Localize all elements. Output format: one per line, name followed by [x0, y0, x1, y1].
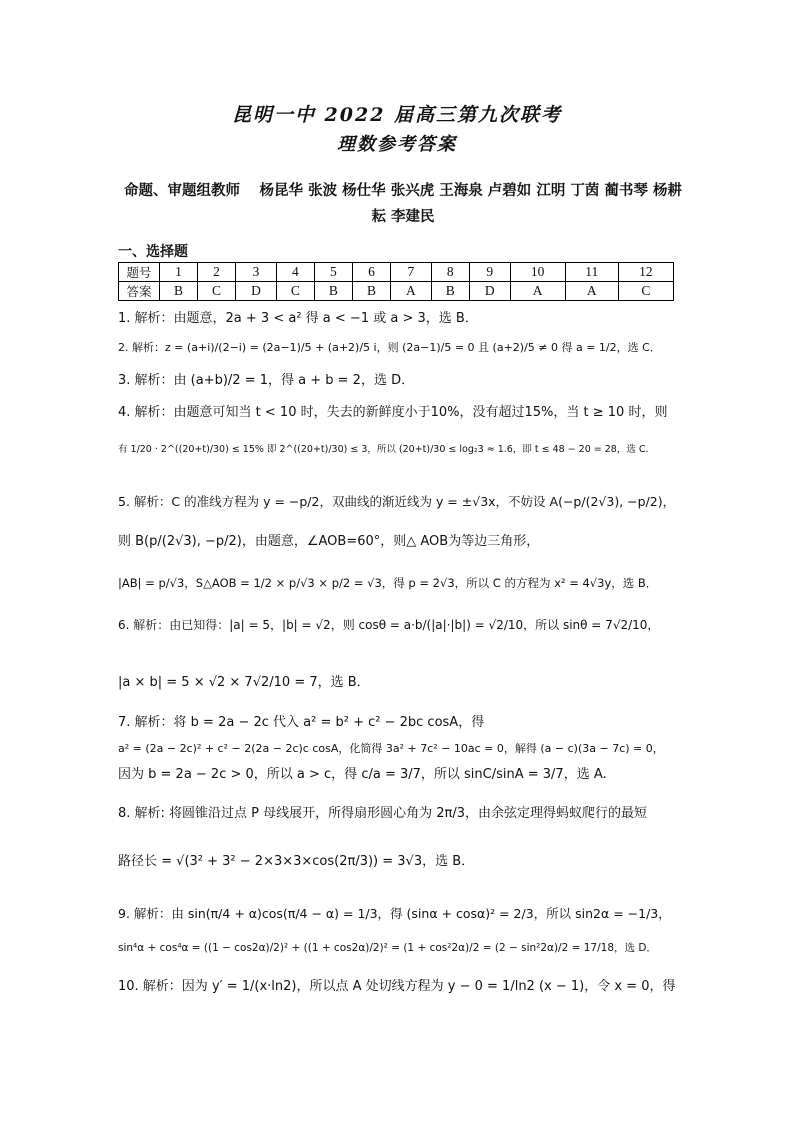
table-cell: 8	[431, 263, 469, 282]
solution-line: 路径长 = √(3² + 3² − 2×3×3×cos(2π/3)) = 3√3，选 B．	[118, 854, 475, 869]
page-title: 昆明一中 2022 届高三第九次联考	[231, 104, 563, 126]
solution-line: 因为 b = 2a − 2c > 0，所以 a > c，得 c/a = 3/7，所以 sinC/sinA = 3/7，选 A.	[118, 767, 607, 782]
solution-line: 1. 解析：由题意，2a + 3 < a² 得 a < −1 或 a > 3，选 B．	[118, 311, 478, 326]
solution-line: a² = (2a − 2c)² + c² − 2(2a − 2c)c cosA，化简得 3a² + 7c² − 10ac = 0，解得 (a − c)(3a − 7c) = 0，	[118, 742, 664, 755]
solution-line: |AB| = p/√3，S△AOB = 1/2 × p/√3 × p/2 = √3，得 p = 2√3，所以 C 的方程为 x² = 4√3y，选 B．	[118, 576, 658, 590]
table-cell: D	[469, 282, 510, 301]
table-cell: B	[431, 282, 469, 301]
solution-line: 3. 解析：由 (a+b)/2 = 1，得 a + b = 2，选 D．	[118, 373, 415, 388]
table-cell: A	[510, 282, 565, 301]
solution-line: 9. 解析：由 sin(π/4 + α)cos(π/4 − α) = 1/3，得 (sinα + cosα)² = 2/3，所以 sin2α = −1/3，	[118, 906, 671, 921]
solution-line: 10. 解析：因为 y′ = 1/(x·ln2)，所以点 A 处切线方程为 y − 0 = 1/ln2 (x − 1)，令 x = 0，得	[118, 979, 676, 994]
table-cell: C	[276, 282, 314, 301]
table-cell: 6	[352, 263, 390, 282]
table-cell: C	[198, 282, 236, 301]
row-label: 题号	[119, 263, 160, 282]
table-cell: 11	[565, 263, 618, 282]
table-cell: A	[565, 282, 618, 301]
table-row	[119, 282, 674, 301]
table-cell: 10	[510, 263, 565, 282]
solution-line: 则 B(p/(2√3), −p/2)，由题意，∠AOB=60°，则△ AOB为等边三角形，	[118, 534, 540, 549]
table-cell: 1	[160, 263, 198, 282]
solution-line: 2. 解析：z = (a+i)/(2−i) = (2a−1)/5 + (a+2)/5 i，则 (2a−1)/5 = 0 且 (a+2)/5 ≠ 0 得 a = 1/2，选 C．	[118, 341, 661, 354]
solution-line: 4. 解析：由题意可知当 t < 10 时，失去的新鲜度小于10%，没有超过15%，当 t ≥ 10 时，则	[118, 405, 668, 420]
table-cell: 3	[236, 263, 277, 282]
solution-line: 6. 解析：由已知得：|a| = 5，|b| = √2，则 cosθ = a·b/(|a|·|b|) = √2/10，所以 sinθ = 7√2/10，	[118, 618, 660, 632]
table-cell: B	[314, 282, 352, 301]
authors-line: 命题、审题组教师 杨昆华 张波 杨仕华 张兴虎 王海泉 卢碧如 江明 丁茵 蔺书琴 杨耕耘 李建民	[124, 183, 682, 225]
solution-line: 有 1/20 · 2^((20+t)/30) ≤ 15% 即 2^((20+t)/30) ≤ 3，所以 (20+t)/30 ≤ log₂3 ≈ 1.6，即 t ≤ 48 − 20 = 28，选 C．	[118, 444, 655, 455]
table-cell: 9	[469, 263, 510, 282]
solution-line: 5. 解析：C 的准线方程为 y = −p/2，双曲线的渐近线为 y = ±√3x，不妨设 A(−p/(2√3), −p/2)，	[118, 494, 676, 509]
table-cell: B	[160, 282, 198, 301]
row-label: 答案	[119, 282, 160, 301]
table-cell: C	[618, 282, 673, 301]
table-cell: D	[236, 282, 277, 301]
table-cell: 12	[618, 263, 673, 282]
table-cell: 5	[314, 263, 352, 282]
table-row	[119, 263, 674, 282]
solution-line: 8. 解析: 将圆锥沿过点 P 母线展开，所得扇形圆心角为 2π/3，由余弦定理得蚂蚁爬行的最短	[118, 806, 648, 821]
table-cell: 7	[390, 263, 431, 282]
section-title: 一、选择题	[118, 244, 188, 260]
solution-line: 7. 解析：将 b = 2a − 2c 代入 a² = b² + c² − 2bc cosA，得	[118, 715, 485, 730]
answer-table	[118, 262, 674, 301]
solution-line: |a × b| = 5 × √2 × 7√2/10 = 7，选 B．	[118, 675, 370, 690]
table-cell: 4	[276, 263, 314, 282]
solution-line: sin⁴α + cos⁴α = ((1 − cos2α)/2)² + ((1 + cos2α)/2)² = (1 + cos²2α)/2 = (2 − sin²2α)/2 = 17/18，选 D．	[118, 942, 657, 954]
table-cell: 2	[198, 263, 236, 282]
table-cell: B	[352, 282, 390, 301]
page-subtitle: 理数参考答案	[337, 134, 457, 155]
table-cell: A	[390, 282, 431, 301]
